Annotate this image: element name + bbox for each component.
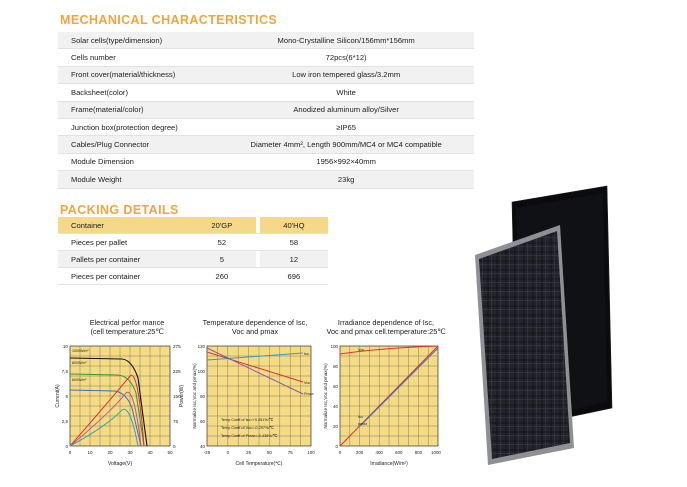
- irradiance-chart: [322, 338, 446, 468]
- legend-600: 600W/m²: [72, 378, 87, 382]
- tick-label: 1000: [431, 450, 441, 455]
- tick-label: 0: [335, 444, 338, 449]
- irradiance-ylabel: Normalize Isc,Voc and pmax(%): [323, 363, 328, 429]
- temperature-chart: [193, 338, 323, 468]
- tick-label: 5: [65, 394, 68, 399]
- table-row: [58, 153, 474, 170]
- tick-label: 50: [167, 450, 173, 455]
- table-header-row: [58, 217, 328, 234]
- isc-label: Isc: [304, 352, 309, 356]
- tick-label: 0: [338, 450, 342, 455]
- row-value-40hq: 696: [260, 268, 328, 285]
- tick-label: 75: [173, 419, 179, 424]
- row-label: Module Weight: [58, 171, 218, 188]
- temperature-ylabel: Normalize Isc,Voc and pmax(%): [192, 363, 197, 429]
- row-label: Solar cells(type/dimension): [58, 32, 218, 49]
- header-col-40hq: 40'HQ: [260, 217, 328, 234]
- electrical-title-line2: (cell temperature:25℃: [90, 327, 164, 336]
- tick-label: 120: [197, 344, 205, 349]
- tick-label: 0: [226, 450, 230, 455]
- tick-label: 150: [173, 394, 181, 399]
- irradiance-xlabel: Irradiance(W/m²): [370, 461, 408, 467]
- tick-label: 100: [307, 450, 315, 455]
- packing-title: PACKING DETAILS: [60, 203, 179, 217]
- tick-label: 2,5: [61, 419, 68, 424]
- note-isc: Temp.Coeff.of Isc=+0.051%/℃: [221, 418, 274, 422]
- tick-label: 75: [287, 450, 293, 455]
- row-label: Module Dimension: [58, 153, 218, 170]
- electrical-ylabel-left: Current(A): [55, 384, 61, 408]
- header-label: Container: [58, 217, 188, 234]
- irradiance-y-ticks: [331, 344, 339, 449]
- table-row: [58, 251, 328, 268]
- table-row: [58, 32, 474, 49]
- tick-label: 275: [173, 344, 181, 349]
- temperature-title-line1: Temperature dependence of Isc,: [202, 318, 308, 327]
- row-value: Diameter 4mm², Length 900mm/MC4 or MC4 compatible: [218, 136, 474, 153]
- temperature-x-ticks: [204, 450, 315, 455]
- irradiance-chart-title: [316, 318, 456, 336]
- table-row: [58, 101, 474, 118]
- tick-label: 80: [200, 394, 205, 399]
- tick-label: 50: [266, 450, 272, 455]
- row-value-40hq: 58: [260, 234, 328, 251]
- irradiance-title-line2: Voc and pmax cell.temperature:25℃: [326, 327, 446, 336]
- irradiance-x-ticks: [339, 450, 442, 455]
- solar-panel-image: [470, 180, 620, 470]
- electrical-xlabel: Voltage(V): [107, 461, 133, 467]
- tick-label: 0: [173, 444, 176, 449]
- tick-label: 10: [62, 344, 68, 349]
- tick-label: 20: [333, 424, 338, 429]
- tick-label: 100: [330, 344, 338, 349]
- tick-label: 20: [107, 450, 113, 455]
- mechanical-title: MECHANICAL CHARACTERISTICS: [60, 13, 278, 27]
- row-value: Low iron tempered glass/3.2mm: [218, 66, 474, 83]
- mechanical-table: [58, 32, 474, 189]
- tick-label: 200: [355, 450, 364, 455]
- row-value: ≥IP65: [218, 118, 474, 135]
- row-label: Junction box(protection degree): [58, 118, 218, 135]
- voc-label: Voc: [304, 381, 311, 385]
- tick-label: 40: [200, 444, 205, 449]
- tick-label: 225: [173, 369, 181, 374]
- pmax-label: Pmax: [304, 392, 314, 396]
- row-value: 1956×992×40mm: [218, 153, 474, 170]
- tick-label: 60: [333, 384, 338, 389]
- tick-label: 80: [333, 364, 338, 369]
- tick-label: 400: [375, 450, 383, 455]
- row-value: White: [218, 84, 474, 101]
- table-row: [58, 171, 474, 188]
- pmax-label: pmax: [358, 422, 368, 426]
- row-value-20gp: 5: [188, 251, 256, 268]
- row-value-40hq: 12: [260, 251, 328, 268]
- isc-label: Isc: [358, 415, 363, 419]
- electrical-title-line1: Electrical perfor mance: [89, 318, 165, 327]
- header-col-20gp: 20'GP: [188, 217, 256, 234]
- tick-label: 0: [65, 444, 68, 449]
- row-label: Frame(material/color): [58, 101, 218, 118]
- tick-label: 7,5: [61, 369, 68, 374]
- tick-label: -25: [203, 450, 211, 455]
- row-value: 72pcs(6*12): [218, 49, 474, 66]
- row-label: Backsheet(color): [58, 84, 218, 101]
- table-row: [58, 66, 474, 83]
- temperature-notes: [221, 418, 278, 438]
- table-row: [58, 268, 328, 285]
- temperature-chart-title: [190, 318, 320, 336]
- temperature-title-line2: Voc and pmax: [231, 327, 279, 336]
- temperature-xlabel: Cell Temperature(℃): [235, 461, 283, 467]
- legend-1000: 1000W/m²: [72, 349, 89, 353]
- electrical-x-ticks: [69, 450, 173, 455]
- tick-label: 0: [68, 450, 72, 455]
- electrical-ylabel-right: Power(W): [179, 384, 185, 408]
- voc-label: Voc: [358, 348, 365, 352]
- electrical-y-left-ticks: [62, 344, 69, 449]
- row-value: Anodized aluminum alloy/Silver: [218, 101, 474, 118]
- tick-label: 25: [246, 450, 252, 455]
- electrical-chart: [52, 338, 184, 468]
- tick-label: 10: [87, 450, 93, 455]
- tick-label: 600: [395, 450, 403, 455]
- tick-label: 800: [414, 450, 423, 455]
- tick-label: 30: [127, 450, 133, 455]
- note-pmax: Temp.Coeff.of Pmax=-0.436%/℃: [221, 434, 278, 438]
- table-row: [58, 49, 474, 66]
- tick-label: 100: [197, 369, 205, 374]
- row-value-20gp: 52: [188, 234, 256, 251]
- legend-800: 800W/m²: [72, 361, 87, 365]
- electrical-chart-title: [62, 318, 192, 336]
- row-value-20gp: 260: [188, 268, 256, 285]
- tick-label: 60: [200, 419, 205, 424]
- packing-table: [58, 217, 328, 285]
- row-label: Cells number: [58, 49, 218, 66]
- temperature-y-ticks: [198, 344, 206, 449]
- tick-label: 40: [333, 404, 338, 409]
- table-row: [58, 234, 328, 251]
- row-label: Cables/Plug Connector: [58, 136, 218, 153]
- row-value: Mono-Crystalline Silicon/156mm*156mm: [218, 32, 474, 49]
- row-label: Pieces per pallet: [58, 234, 188, 251]
- note-voc: Temp.Coeff.of Voc=-0.297%/℃: [221, 426, 274, 430]
- table-row: [58, 84, 474, 101]
- irradiance-title-line1: Irradiance dependence of Isc,: [337, 318, 435, 327]
- row-label: Front cover(material/thickness): [58, 66, 218, 83]
- tick-label: 40: [147, 450, 153, 455]
- table-row: [58, 136, 474, 153]
- row-value: 23kg: [218, 171, 474, 188]
- front-panel-cells: [479, 231, 570, 459]
- row-label: Pallets per container: [58, 251, 188, 268]
- table-row: [58, 118, 474, 135]
- row-label: Pieces per container: [58, 268, 188, 285]
